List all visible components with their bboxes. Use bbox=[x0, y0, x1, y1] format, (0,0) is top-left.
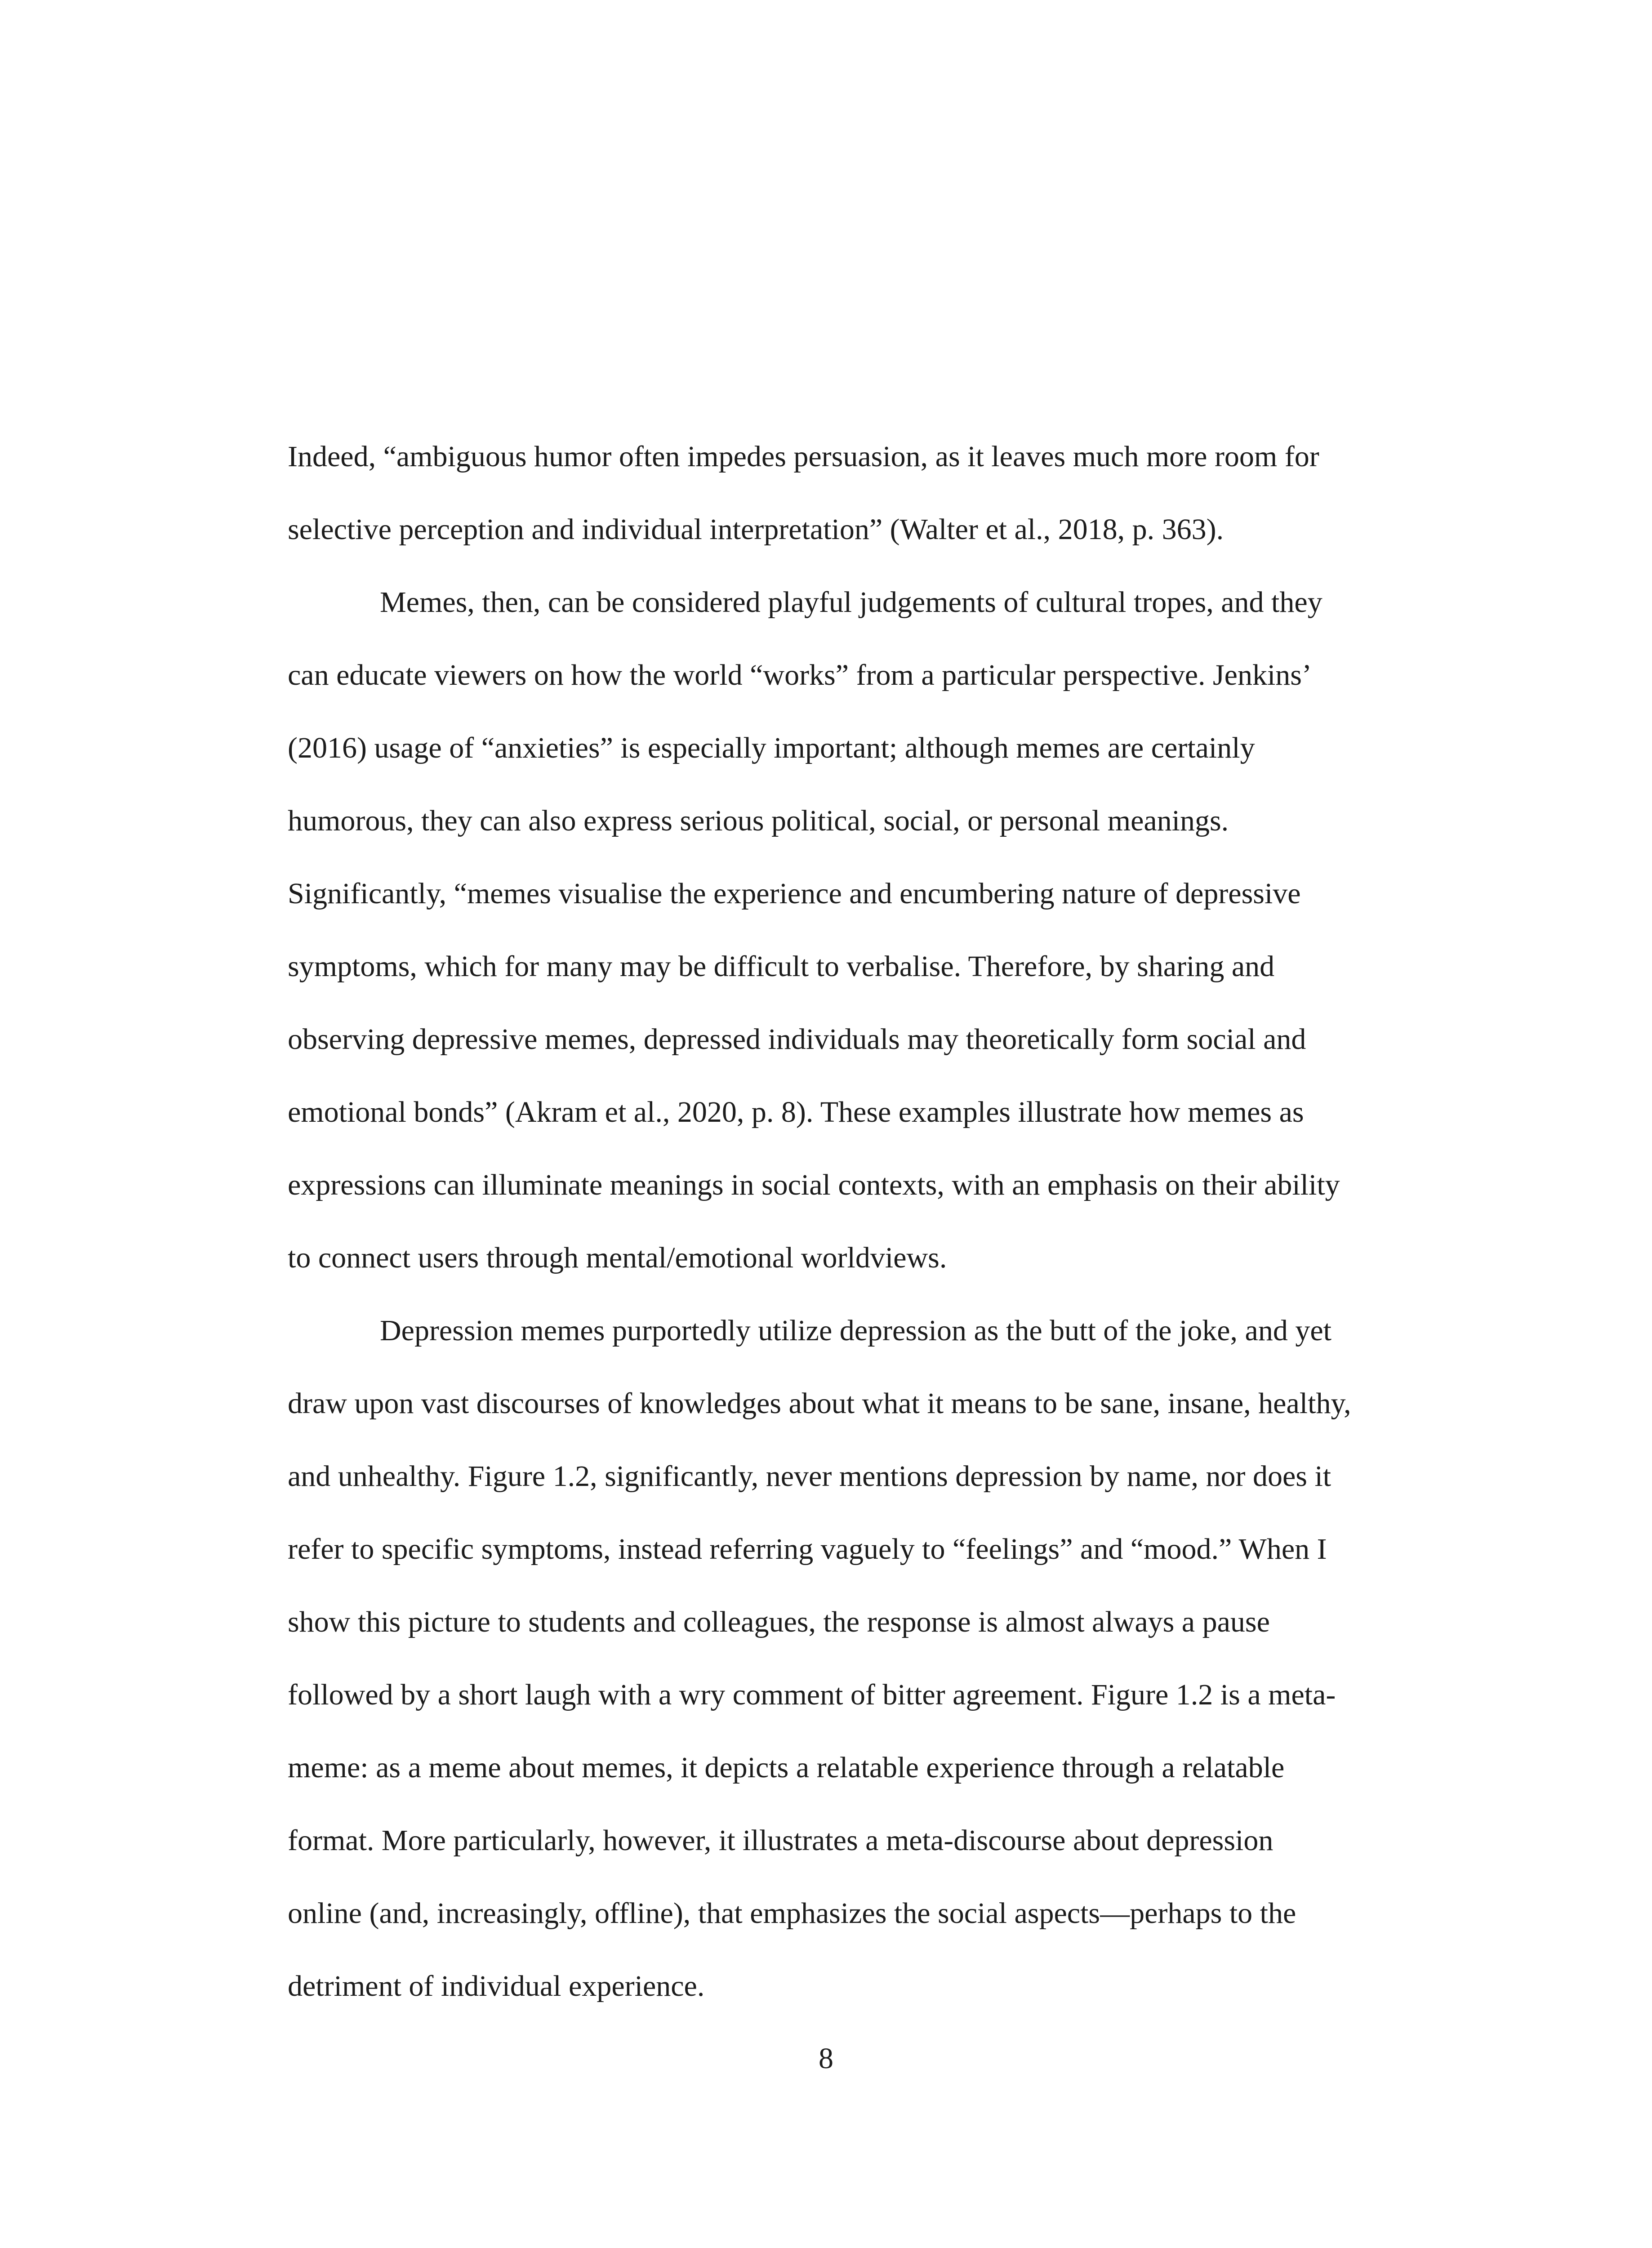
text-line: and unhealthy. Figure 1.2, significantly, never mentions depression by name, nor does it bbox=[288, 1460, 1331, 1493]
text-line: to connect users through mental/emotional worldviews. bbox=[288, 1241, 947, 1274]
paragraph-3 bbox=[288, 1310, 1429, 2038]
text-line: online (and, increasingly, offline), that emphasizes the social aspects—perhaps to the bbox=[288, 1897, 1296, 1930]
text-line: draw upon vast discourses of knowledges about what it means to be sane, insane, healthy, bbox=[288, 1387, 1351, 1420]
text-line: expressions can illuminate meanings in social contexts, with an emphasis on their ability bbox=[288, 1169, 1340, 1201]
paragraph-1 bbox=[288, 436, 1429, 582]
text-line: refer to specific symptoms, instead referring vaguely to “feelings” and “mood.” When I bbox=[288, 1533, 1327, 1566]
text-line: meme: as a meme about memes, it depicts a relatable experience through a relatable bbox=[288, 1751, 1285, 1784]
text-line: observing depressive memes, depressed individuals may theoretically form social and bbox=[288, 1023, 1306, 1056]
text-line: humorous, they can also express serious political, social, or personal meanings. bbox=[288, 804, 1229, 837]
text-line: Significantly, “memes visualise the experience and encumbering nature of depressive bbox=[288, 877, 1301, 910]
text-line: followed by a short laugh with a wry comment of bitter agreement. Figure 1.2 is a meta- bbox=[288, 1678, 1336, 1711]
text-line: Indeed, “ambiguous humor often impedes persuasion, as it leaves much more room for bbox=[288, 440, 1319, 473]
text-line: detriment of individual experience. bbox=[288, 1970, 705, 2003]
text-line: Memes, then, can be considered playful judgements of cultural tropes, and they bbox=[380, 586, 1322, 619]
text-line: format. More particularly, however, it illustrates a meta-discourse about depression bbox=[288, 1824, 1274, 1857]
text-line: emotional bonds” (Akram et al., 2020, p. 8). These examples illustrate how memes as bbox=[288, 1096, 1304, 1128]
text-line: can educate viewers on how the world “works” from a particular perspective. Jenkins’ bbox=[288, 659, 1312, 691]
text-line: symptoms, which for many may be difficult to verbalise. Therefore, by sharing and bbox=[288, 950, 1275, 983]
page-number: 8 bbox=[819, 2042, 833, 2075]
paragraph-2 bbox=[288, 582, 1429, 1310]
text-line: Depression memes purportedly utilize depression as the butt of the joke, and yet bbox=[380, 1314, 1331, 1347]
body-text bbox=[288, 436, 1429, 2038]
text-line: (2016) usage of “anxieties” is especially important; although memes are certainly bbox=[288, 731, 1255, 764]
text-line: selective perception and individual interpretation” (Walter et al., 2018, p. 363). bbox=[288, 513, 1224, 546]
text-line: show this picture to students and colleagues, the response is almost always a pause bbox=[288, 1606, 1270, 1638]
